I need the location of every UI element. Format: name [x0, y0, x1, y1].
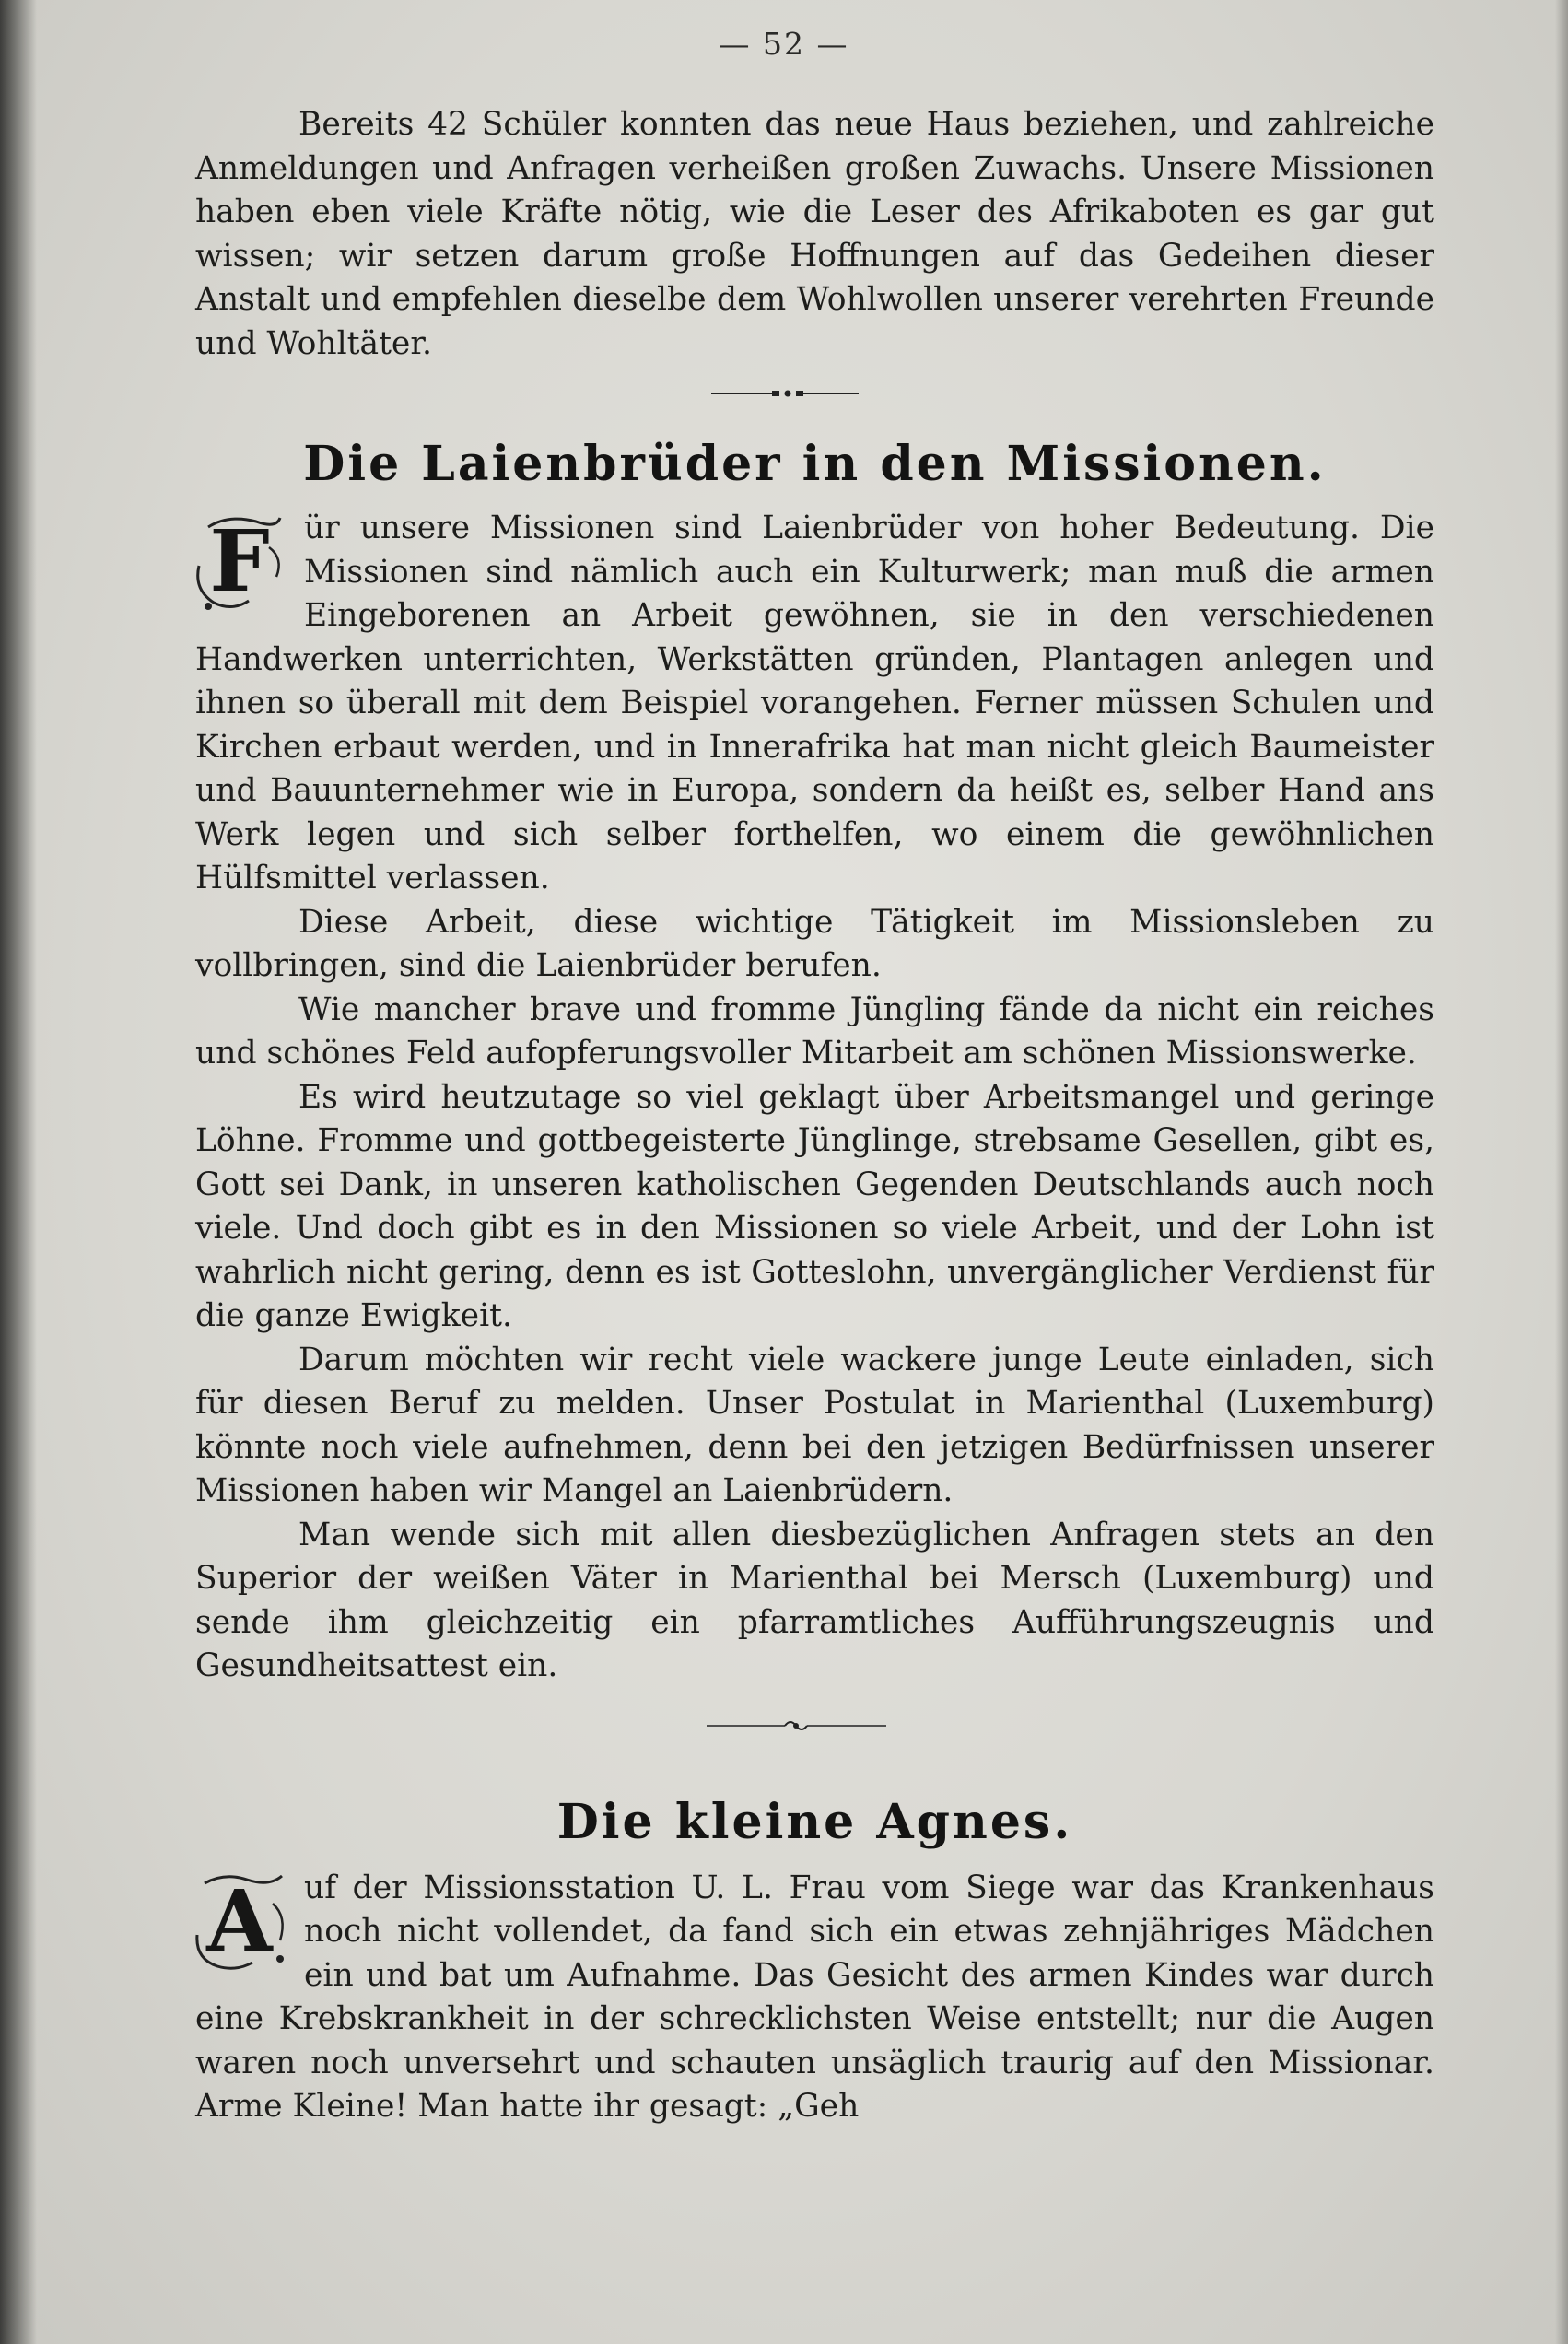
section-divider-1	[195, 366, 1434, 408]
section-divider-2	[195, 1689, 1434, 1742]
section2-first-paragraph-text: uf der Missionsstation U. L. Frau vom Siege war das Krankenhaus noch nicht vollendet, da fand sich ein etwas zehnjähriges Mädchen ein und bat um Aufnahme. Das Gesicht des armen Kindes war durch eine Krebskrankheit in der schrecklichsten Weise entstellt; nur die Augen waren noch unversehrt und schauten unsäglich traurig auf den Missionar. Arme Kleine! Man hatte ihr gesagt: „Geh	[195, 1869, 1434, 2125]
section1-paragraph: Darum möchten wir recht viele wackere junge Leute einladen, sich für diesen Beruf zu melden. Unser Postulat in Marienthal (Luxemburg) könnte noch viele aufnehmen, denn bei den jetzigen Bedürfnissen unserer Missionen haben wir Mangel an Laienbrüdern.	[195, 1341, 1434, 1509]
divider-flourish-icon	[195, 1689, 1434, 1742]
section-title-kleine-agnes: Die kleine Agnes.	[556, 1793, 1073, 1850]
drop-cap-a: A	[192, 1870, 293, 1974]
section1-paragraph: Wie mancher brave und fromme Jüngling fände da nicht ein reiches und schönes Feld aufopferungsvoller Mitarbeit am schönen Missionswerke.	[195, 990, 1434, 1072]
section1-paragraph: Diese Arbeit, diese wichtige Tätigkeit im Missionsleben zu vollbringen, sind die Laienbrüder berufen.	[195, 903, 1434, 984]
section1-paragraph: Man wende sich mit allen diesbezüglichen Anfragen stets an den Superior der weißen Väter in Marienthal bei Mersch (Luxemburg) und sende ihm gleichzeitig ein pfarramtliches Aufführungszeugnis und Gesundheitsattest ein.	[195, 1516, 1434, 1684]
binding-shadow	[0, 0, 37, 2344]
section2-first-paragraph	[195, 1867, 1434, 2129]
section1-first-paragraph-text: ür unsere Missionen sind Laienbrüder von hoher Bedeutung. Die Missionen sind nämlich auch ein Kulturwerk; man muß die armen Eingeborenen an Arbeit gewöhnen, sie in den verschiedenen Handwerken unterrichten, Werkstätten gründen, Plantagen anlegen und ihnen so überall mit dem Beispiel vorangehen. Ferner müssen Schulen und Kirchen erbaut werden, und in Innerafrika hat man nicht gleich Baumeister und Bauunternehmer wie in Europa, sondern da heißt es, selber Hand ans Werk legen und sich selber forthelfen, wo einem die gewöhnlichen Hülfsmittel verlassen.	[195, 510, 1434, 897]
section-title-laienbrueder: Die Laienbrüder in den Missionen.	[303, 436, 1327, 492]
intro-paragraph: Bereits 42 Schüler konnten das neue Haus beziehen, und zahlreiche Anmeldungen und Anfragen verheißen großen Zuwachs. Unsere Missionen haben eben viele Kräfte nötig, wie die Leser des Afrikaboten es gar gut wissen; wir setzen darum große Hoffnungen auf das Gedeihen dieser Anstalt und empfehlen dieselbe dem Wohlwollen unserer verehrten Freunde und Wohltäter.	[195, 106, 1434, 362]
section1-paragraph: Es wird heutzutage so viel geklagt über Arbeitsmangel und geringe Löhne. Fromme und gottbegeisterte Jünglinge, strebsame Gesellen, gibt es, Gott sei Dank, in unseren katholischen Gegenden Deutschlands auch noch viele. Und doch gibt es in den Missionen so viele Arbeit, und der Lohn ist wahrlich nicht gering, denn es ist Gotteslohn, unvergänglicher Verdienst für die ganze Ewigkeit.	[195, 1078, 1434, 1334]
divider-rule-icon	[195, 366, 1434, 408]
page-number: — 52 —	[719, 26, 849, 62]
text-column	[195, 103, 1434, 2129]
section1-first-paragraph	[195, 507, 1434, 901]
drop-cap-f: F	[192, 510, 293, 614]
page-edge-shadow	[1555, 0, 1568, 2344]
